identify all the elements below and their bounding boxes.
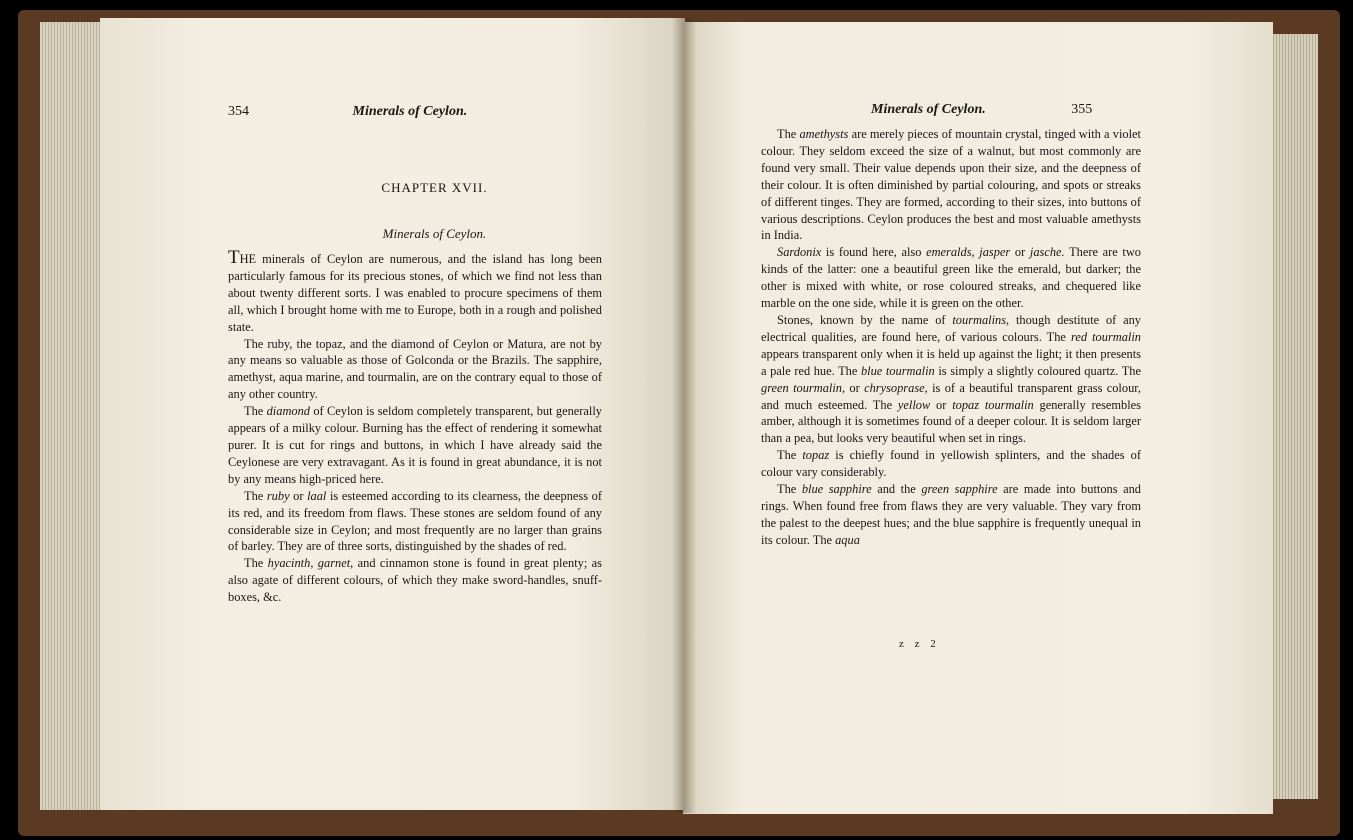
paragraph: The diamond of Ceylon is seldom completely transparent, but generally appears of a milky colour. Burning has the effect of rendering it somewhat purer. It is cut for rings and buttons, in which I have already said the Ceylonese are very extravagant. As it is found in great abundance, it is not by any means high-priced here. [228,404,602,486]
right-running-title: Minerals of Ceylon. [871,102,986,117]
signature-mark: z z 2 [899,638,940,650]
paragraph: Sardonix is found here, also emeralds, jasper or jasche. There are two kinds of the latter: one a beautiful green like the emerald, but darker; the other is mixed with white, or rose coloured streaks, and chequered like marble on the one side, while it is green on the other. [761,245,1141,311]
paragraph: The hyacinth, garnet, and cinnamon stone is found in great plenty; as also agate of different colours, of which they make sword-handles, snuff-boxes, &c. [228,556,602,605]
paragraph: The ruby, the topaz, and the diamond of Ceylon or Matura, are not by any means so valuable as those of Golconda or the Brazils. The sapphire, amethyst, aqua marine, and tourmalin, are on the contrary equal to those of any other country. [228,336,602,402]
paragraph: The topaz is chiefly found in yellowish splinters, and the shades of colour vary considerably. [761,448,1141,480]
left-page [100,18,685,810]
paragraph: The amethysts are merely pieces of mountain crystal, tinged with a violet colour. They seldom exceed the size of a walnut, but most commonly are found very small. Their value depends upon their size, and the deepness of their colour. It is often diminished by partial colouring, and spots or streaks of different tinges. They are formed, according to their sizes, into buttons of various descriptions. Ceylon produces the best and most valuable amethysts in India. [761,127,1141,243]
right-page [683,22,1273,814]
paragraph: The ruby or laal is esteemed according to its clearness, the deepness of its red, and its freedom from flaws. These stones are seldom found of any considerable size in Ceylon; and most frequently are no larger than grains of barley. They are of three sorts, distinguished by the shades of red. [228,488,602,554]
book-gutter [672,18,696,813]
chapter-subtitle: Minerals of Ceylon. [382,226,487,241]
left-running-head [228,104,467,120]
right-running-head [871,102,1092,118]
left-running-title: Minerals of Ceylon. [352,104,468,119]
left-page-number: 354 [228,104,249,119]
right-body-text [761,126,1141,549]
paragraph: THE minerals of Ceylon are numerous, and the island has long been particularly famous for its precious stones, of which we find not less than about twenty different sorts. I was enabled to procure specimens of them all, which I brought home with me to Europe, both in a rough and polished state. [228,247,602,334]
left-body-text [228,247,602,606]
paragraph: The blue sapphire and the green sapphire are made into buttons and rings. When found free from flaws they are very valuable. They vary from the palest to the deepest hues; and the blue sapphire is frequently unequal in its colour. The aqua [761,482,1141,547]
drop-cap: T [228,247,240,268]
paragraph: Stones, known by the name of tourmalins, though destitute of any electrical qualities, are found here, of various colours. The red tourmalin appears transparent only when it is held up against the light; it then presents a pale red hue. The blue tourmalin is simply a slightly coloured quartz. The green tourmalin, or chrysoprase, is of a beautiful transparent grass colour, and much esteemed. The yellow or topaz tourmalin generally resembles amber, although it is sometimes found of a deeper colour. It is seldom larger than a pea, but looks very beautiful when set in rings. [761,312,1141,446]
right-page-number: 355 [1071,102,1093,117]
chapter-heading: CHAPTER XVII. [381,180,488,195]
